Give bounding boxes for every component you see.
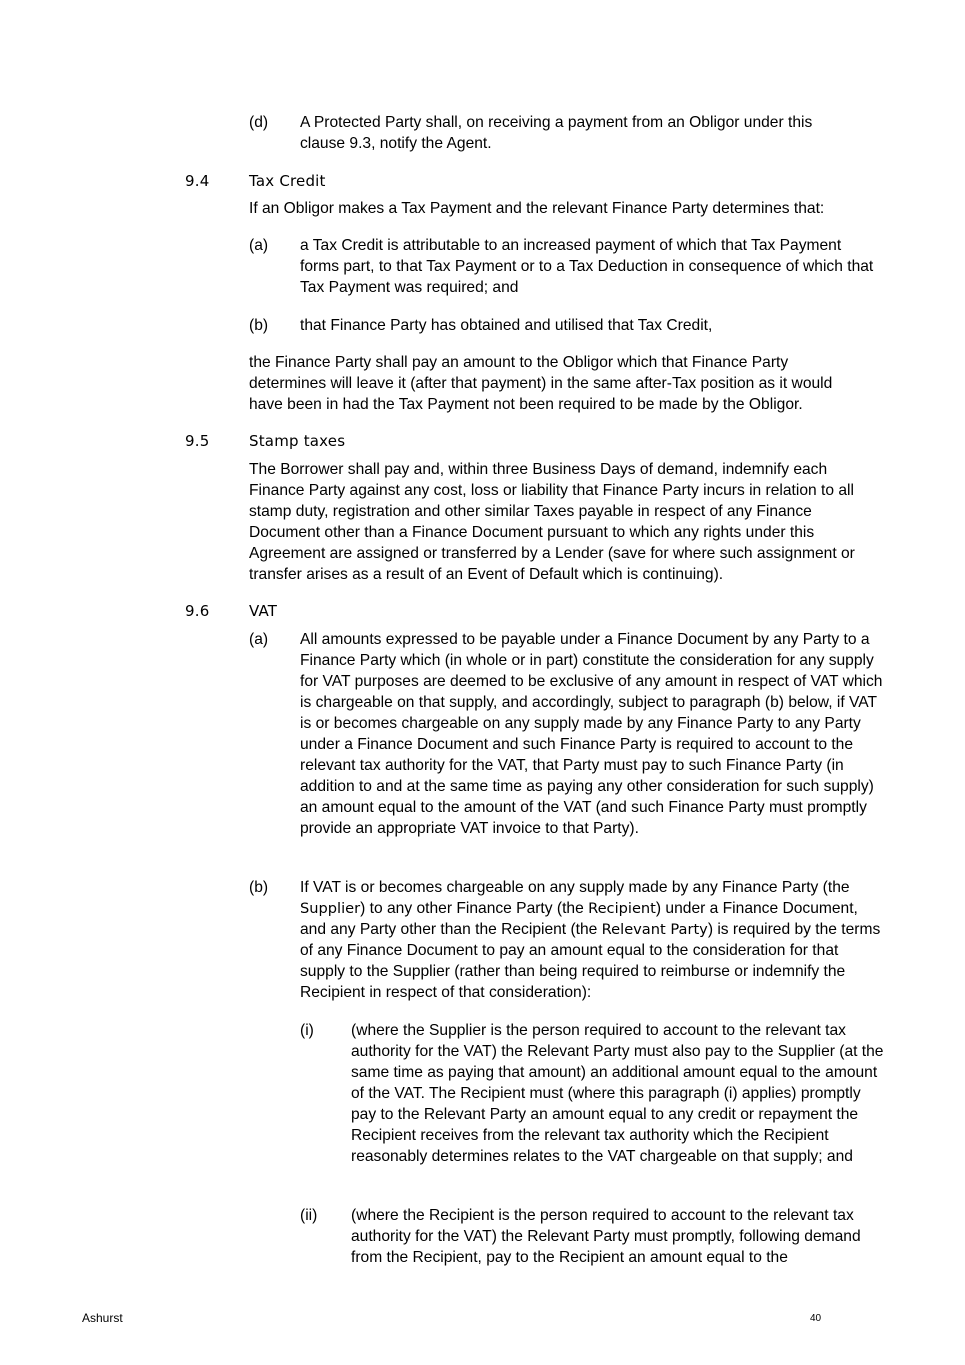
clause-d-label: (d)	[249, 114, 269, 131]
section-9-6-item-b-ii-text: (where the Recipient is the person required to account to the relevant tax authority for the VAT) the Relevant Party must promptly, following demand from the Recipient, pay to the Recipient an amount equal to the	[351, 1207, 861, 1266]
section-9-5-body: The Borrower shall pay and, within three Business Days of demand, indemnify each Finance Party against any cost, loss or liability that Finance Party incurs in relation to all stamp duty, registration and other similar Taxes payable in respect of any Finance Document other than a Finance Document pursuant to which any rights under this Agreement are assigned or transferred by a Lender (save for where such assignment or transfer arises as a result of an Event of Default which is continuing).	[249, 461, 855, 583]
section-9-6-item-a-text: All amounts expressed to be payable under a Finance Document by any Party to a Finance Party which (in whole or in part) constitute the consideration for any supply for VAT purposes are deemed to be exclusive of any amount in respect of VAT which is chargeable on that supply, and accordingly, subject to paragraph (b) below, if VAT is or becomes chargeable on any supply made by any Finance Party to any Party under a Finance Document and such Finance Party is required to account to the relevant tax authority for the VAT, that Party must pay to such Finance Party (in addition to and at the same time as paying any other consideration for such supply) an amount equal to the amount of the VAT (and such Finance Party must promptly provide an appropriate VAT invoice to that Party).	[300, 631, 883, 837]
section-9-5-number: 9.5	[185, 432, 210, 450]
section-9-4-item-a-label: (a)	[249, 237, 269, 254]
clause-d-text: A Protected Party shall, on receiving a payment from an Obligor under this clause 9.3, notify the Agent.	[300, 114, 813, 152]
section-9-6-item-a-label: (a)	[249, 631, 269, 648]
section-9-4-closing: the Finance Party shall pay an amount to the Obligor which that Finance Party determines will leave it (after that payment) in the same after-Tax position as it would have been in had the Tax Payment not been required to be made by the Obligor.	[249, 354, 833, 413]
section-9-6-title: VAT	[249, 602, 278, 620]
section-9-4-item-a-text: a Tax Credit is attributable to an increased payment of which that Tax Payment forms part, to that Tax Payment or to a Tax Deduction in consequence of which that Tax Payment was required; and	[300, 237, 874, 296]
section-9-6-item-b-i-text: (where the Supplier is the person required to account to the relevant tax authority for the VAT) the Relevant Party must also pay to the Supplier (at the same time as paying that amount) an additional amount equal to the amount of the VAT. The Recipient must (where this paragraph (i) applies) promptly pay to the Relevant Party an amount equal to any credit or repayment the Recipient receives from the relevant tax authority which the Recipient reasonably determines relates to the VAT chargeable on that supply; and	[351, 1022, 884, 1165]
section-9-6-item-b-i-label: (i)	[300, 1022, 314, 1039]
section-9-4-item-b-text: that Finance Party has obtained and utilised that Tax Credit,	[300, 317, 713, 334]
section-9-4-number: 9.4	[185, 172, 210, 190]
defined-term-supplier: Supplier	[300, 900, 361, 917]
section-9-5-title: Stamp taxes	[249, 432, 346, 450]
footer-firm-name: Ashurst	[82, 1311, 123, 1325]
section-9-4-title: Tax Credit	[249, 172, 326, 190]
section-9-6-item-b-label: (b)	[249, 879, 269, 896]
section-9-6-item-b-text: If VAT is or becomes chargeable on any supply made by any Finance Party (the Supplier) to any other Finance Party (the Recipient) under a Finance Document, and any Party other than the Recipient (the Relevant Party) is required by the terms of any Finance Document to pay an amount equal to the consideration for that supply to the Supplier (rather than being required to reimburse or indemnify the Recipient in respect of that consideration):	[300, 879, 881, 1001]
section-9-6-item-b-ii-label: (ii)	[300, 1207, 318, 1224]
footer-page-number: 40	[810, 1313, 822, 1324]
defined-term-relevant-party: Relevant Party	[601, 921, 708, 938]
section-9-4-intro: If an Obligor makes a Tax Payment and the relevant Finance Party determines that:	[249, 200, 825, 217]
section-9-6-number: 9.6	[185, 602, 210, 620]
section-9-4-item-b-label: (b)	[249, 317, 269, 334]
defined-term-recipient: Recipient	[588, 900, 656, 917]
